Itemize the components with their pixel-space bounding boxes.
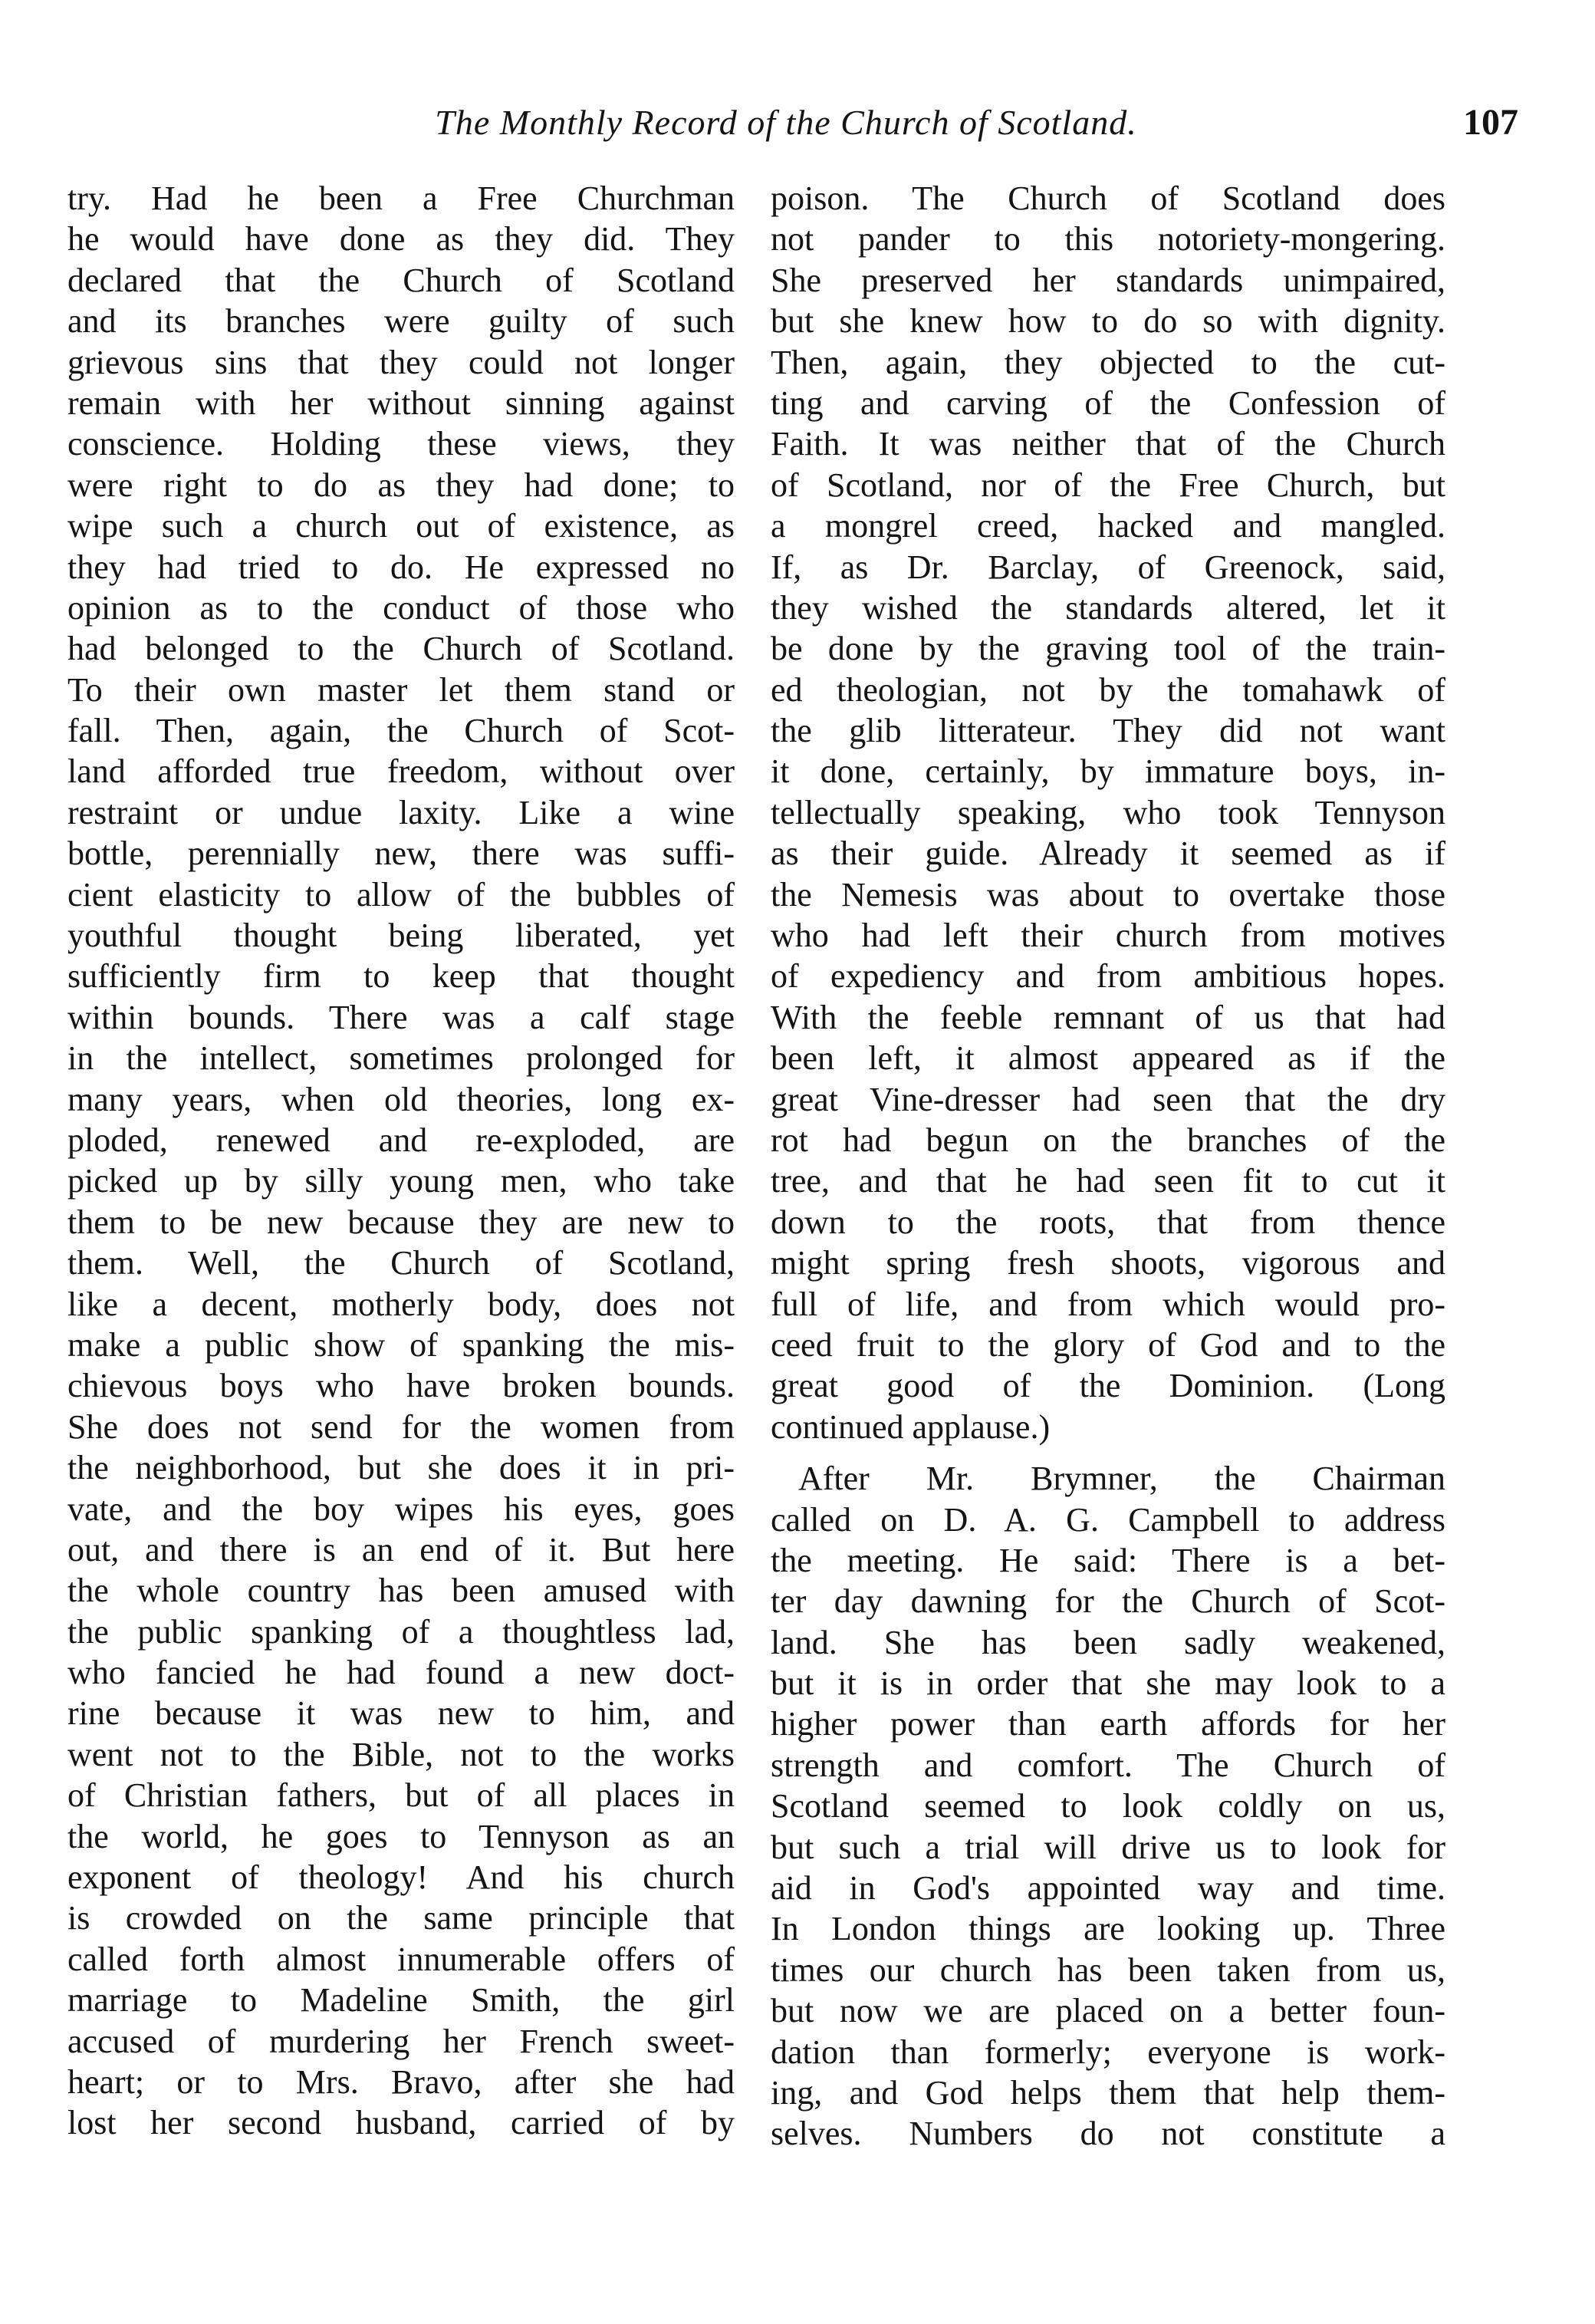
text-line: of Christian fathers, but of all places in (67, 1776, 735, 1815)
text-line: If, as Dr. Barclay, of Greenock, said, (771, 548, 1445, 586)
text-line: heart; or to Mrs. Bravo, after she had (67, 2062, 735, 2101)
text-line: With the feeble remnant of us that had (771, 998, 1445, 1036)
text-line: Scotland seemed to look coldly on us, (771, 1787, 1445, 1825)
text-line: chievous boys who have broken bounds. (67, 1367, 735, 1405)
text-line: be done by the graving tool of the train- (771, 630, 1445, 668)
text-line: ing, and God helps them that help them- (771, 2073, 1445, 2112)
text-line: it done, certainly, by immature boys, in- (771, 752, 1445, 791)
text-line: but it is in order that she may look to a (771, 1664, 1445, 1703)
text-line: been left, it almost appeared as if the (771, 1039, 1445, 1078)
text-line: great Vine-dresser had seen that the dry (771, 1080, 1445, 1118)
text-line: To their own master let them stand or (67, 670, 735, 709)
text-line: land. She has been sadly weakened, (771, 1623, 1445, 1661)
text-line: ting and carving of the Confession of (771, 383, 1445, 422)
text-line: called forth almost innumerable offers of (67, 1940, 735, 1978)
text-line: fall. Then, again, the Church of Scot- (67, 712, 735, 750)
text-line: within bounds. There was a calf stage (67, 998, 735, 1036)
text-line: higher power than earth affords for her (771, 1705, 1445, 1743)
text-line: bottle, perennially new, there was suffi- (67, 834, 735, 873)
text-line: ploded, renewed and re-exploded, are (67, 1121, 735, 1159)
text-line: like a decent, motherly body, does not (67, 1285, 735, 1323)
text-line: they had tried to do. He expressed no (67, 548, 735, 586)
text-line: Then, again, they objected to the cut- (771, 343, 1445, 381)
text-line: as their guide. Already it seemed as if (771, 834, 1445, 873)
text-line: wipe such a church out of existence, as (67, 507, 735, 545)
text-line: Faith. It was neither that of the Church (771, 425, 1445, 463)
text-line: poison. The Church of Scotland does (771, 179, 1445, 217)
text-line: the Nemesis was about to overtake those (771, 875, 1445, 913)
text-line: were right to do as they had done; to (67, 466, 735, 504)
text-line: cient elasticity to allow of the bubbles of (67, 875, 735, 913)
text-line: tellectually speaking, who took Tennyson (771, 793, 1445, 831)
text-line: who fancied he had found a new doct- (67, 1654, 735, 1692)
left-column (67, 178, 735, 2144)
text-line: the world, he goes to Tennyson as an (67, 1817, 735, 1855)
text-line: rot had begun on the branches of the (771, 1121, 1445, 1159)
text-line: them to be new because they are new to (67, 1203, 735, 1241)
text-line: In London things are looking up. Three (771, 1910, 1445, 1948)
text-line: the public spanking of a thoughtless lad, (67, 1612, 735, 1651)
text-line: the meeting. He said: There is a bet- (771, 1541, 1445, 1579)
text-line: continued applause.) (771, 1407, 1051, 1446)
text-line: many years, when old theories, long ex- (67, 1080, 735, 1118)
text-line: grievous sins that they could not longer (67, 343, 735, 381)
text-line: times our church has been taken from us, (771, 1950, 1445, 1989)
text-line: but now we are placed on a better foun- (771, 1992, 1445, 2030)
running-head (54, 100, 1518, 153)
text-line: called on D. A. G. Campbell to address (771, 1500, 1445, 1539)
text-line: tree, and that he had seen fit to cut it (771, 1162, 1445, 1200)
text-line: After Mr. Brymner, the Chairman (798, 1460, 1445, 1498)
text-line: picked up by silly young men, who take (67, 1162, 735, 1200)
text-line: ceed fruit to the glory of God and to the (771, 1325, 1445, 1364)
text-line: of Scotland, nor of the Free Church, but (771, 466, 1445, 504)
text-line: selves. Numbers do not constitute a (771, 2115, 1445, 2153)
text-line: but she knew how to do so with dignity. (771, 302, 1445, 341)
text-line: a mongrel creed, hacked and mangled. (771, 507, 1445, 545)
text-line: the neighborhood, but she does it in pri- (67, 1449, 735, 1487)
paragraph-campbell-address (771, 1458, 1445, 2154)
text-line: sufficiently firm to keep that thought (67, 957, 735, 996)
text-line: accused of murdering her French sweet- (67, 2022, 735, 2060)
text-line: and its branches were guilty of such (67, 302, 735, 341)
text-line: full of life, and from which would pro- (771, 1285, 1445, 1323)
text-line: lost her second husband, carried of by (67, 2104, 735, 2142)
text-line: aid in God's appointed way and time. (771, 1869, 1445, 1908)
text-line: opinion as to the conduct of those who (67, 588, 735, 627)
text-line: is crowded on the same principle that (67, 1899, 735, 1937)
text-line: strength and comfort. The Church of (771, 1746, 1445, 1784)
text-line: marriage to Madeline Smith, the girl (67, 1981, 735, 2020)
text-line: ter day dawning for the Church of Scot- (771, 1582, 1445, 1621)
paragraph-gap (771, 1447, 1445, 1458)
text-line: make a public show of spanking the mis- (67, 1325, 735, 1364)
text-line: them. Well, the Church of Scotland, (67, 1244, 735, 1282)
text-line: not pander to this notoriety-mongering. (771, 220, 1445, 258)
text-line: of expediency and from ambitious hopes. (771, 957, 1445, 996)
text-line: try. Had he been a Free Churchman (67, 179, 735, 217)
text-line: youthful thought being liberated, yet (67, 917, 735, 955)
text-line: who had left their church from motives (771, 917, 1445, 955)
text-line: land afforded true freedom, without over (67, 752, 735, 791)
text-line: conscience. Holding these views, they (67, 425, 735, 463)
text-line: the whole country has been amused with (67, 1572, 735, 1610)
text-line: She preserved her standards unimpaired, (771, 261, 1445, 299)
text-line: ed theologian, not by the tomahawk of (771, 670, 1445, 709)
running-title: The Monthly Record of the Church of Scotland. (435, 103, 1137, 142)
text-line: might spring fresh shoots, vigorous and (771, 1244, 1445, 1282)
text-line: in the intellect, sometimes prolonged for (67, 1039, 735, 1078)
text-line: out, and there is an end of it. But here (67, 1530, 735, 1569)
text-line: restraint or undue laxity. Like a wine (67, 793, 735, 831)
text-line: down to the roots, that from thence (771, 1203, 1445, 1241)
text-line: went not to the Bible, not to the works (67, 1735, 735, 1773)
text-line: they wished the standards altered, let it (771, 588, 1445, 627)
paragraph-continued (771, 178, 1445, 1447)
text-line: dation than formerly; everyone is work- (771, 2033, 1445, 2071)
text-line: rine because it was new to him, and (67, 1694, 735, 1733)
right-column (771, 178, 1445, 2154)
text-line: vate, and the boy wipes his eyes, goes (67, 1490, 735, 1528)
text-line: declared that the Church of Scotland (67, 261, 735, 299)
page-number: 107 (1463, 102, 1518, 143)
text-line: he would have done as they did. They (67, 220, 735, 258)
text-line: the glib litterateur. They did not want (771, 712, 1445, 750)
text-line: remain with her without sinning against (67, 383, 735, 422)
text-line: exponent of theology! And his church (67, 1858, 735, 1897)
text-line: had belonged to the Church of Scotland. (67, 630, 735, 668)
text-line: She does not send for the women from (67, 1407, 735, 1446)
text-line: but such a trial will drive us to look for (771, 1828, 1445, 1866)
text-line: great good of the Dominion. (Long (771, 1367, 1445, 1405)
